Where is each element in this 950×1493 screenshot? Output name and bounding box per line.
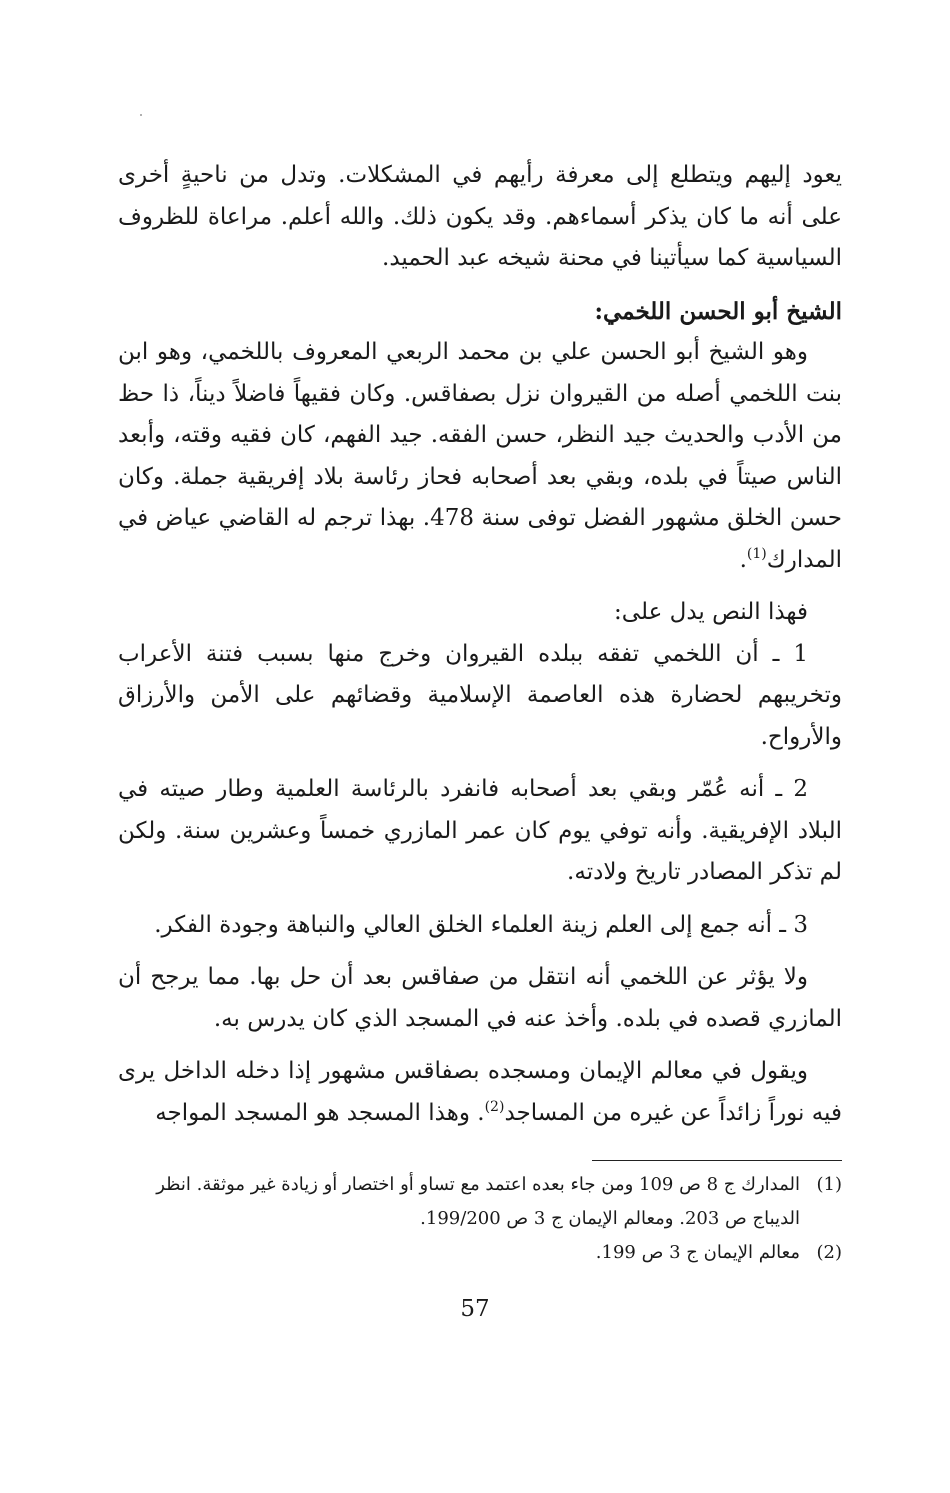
- scan-speck: [140, 114, 142, 116]
- section-heading: الشيخ أبو الحسن اللخمي:: [594, 297, 842, 325]
- footnote-text: معالم الإيمان ج 3 ص 199.: [595, 1242, 800, 1263]
- list-item-2: 2 ـ أنه عُمّر وبقي بعد أصحابه فانفرد بالرئاسة العلمية وطار صيته في البلاد الإفريقية. وأنه توفي يوم كان عمر المازري خمساً وعشرين سنة. ولكن لم تذكر المصادر تاريخ ولادته.: [118, 776, 842, 885]
- footnote-ref-2: (2): [484, 1098, 505, 1115]
- paragraph-mosque-end: . وهذا المسجد هو المسجد المواجه: [155, 1099, 485, 1126]
- page-number: 57: [460, 1296, 490, 1322]
- paragraph-biography-text: وهو الشيخ أبو الحسن علي بن محمد الربعي المعروف باللخمي، وهو ابن بنت اللخمي أصله من القيروان نزل بصفاقس. وكان فقيهاً فاضلاً ديناً، ذا حظ من الأدب والحديث جيد النظر، حسن الفقه. جيد الفهم، كان فقيه وقته، وأبعد الناس صيتاً في بلده، وبقي بعد أصحابه فحاز رئاسة بلاد إفريقية جملة. وكان حسن الخلق مشهور الفضل توفى سنة 478. بهذا ترجم له القاضي عياض في المدارك: [118, 339, 843, 573]
- paragraph-biography-end: .: [739, 546, 747, 573]
- footnote-number: (1): [816, 1174, 842, 1195]
- footnote-divider: [592, 1160, 842, 1161]
- footnote-1: [118, 1168, 842, 1236]
- paragraph-mosque: [118, 1051, 842, 1134]
- footnotes: [118, 1168, 842, 1270]
- list-item-3: 3 ـ أنه جمع إلى العلم زينة العلماء الخلق العالي والنباهة وجودة الفكر.: [154, 911, 808, 938]
- paragraph-biography: [118, 332, 842, 581]
- list-item-1: 1 ـ أن اللخمي تفقه ببلده القيروان وخرج منها بسبب فتنة الأعراب وتخريبهم لحضارة هذه العاصمة الإسلامية وقضائهم على الأمن والأرزاق والأرواح.: [118, 640, 842, 750]
- footnote-2: [118, 1236, 842, 1270]
- paragraph-intro-list: فهذا النص يدل على:: [614, 599, 808, 625]
- paragraph-continuation: يعود إليهم ويتطلع إلى معرفة رأيهم في المشكلات. وتدل من ناحيةٍ أخرى على أنه ما كان يذكر أسماءهم. وقد يكون ذلك. والله أعلم. مراعاة للظروف السياسية كما سيأتينا في محنة شيخه عبد الحميد.: [118, 162, 842, 271]
- paragraph-sfax: ولا يؤثر عن اللخمي أنه انتقل من صفاقس بعد أن حل بها. مما يرجح أن المازري قصده في بلده. وأخذ عنه في المسجد الذي كان يدرس به.: [118, 964, 842, 1032]
- paragraph-mosque-text: ويقول في معالم الإيمان ومسجده بصفاقس مشهور إذا دخله الداخل يرى فيه نوراً زائداً عن غيره من المساجد: [118, 1058, 842, 1126]
- footnote-ref-1: (1): [746, 545, 767, 562]
- footnote-text: المدارك ج 8 ص 109 ومن جاء بعده اعتمد مع تساو أو اختصار أو زيادة غير موثقة. انظر الديباج ص 203. ومعالم الإيمان ج 3 ص 199/200.: [156, 1174, 800, 1229]
- footnote-number: (2): [816, 1242, 842, 1263]
- main-text: [118, 155, 842, 1134]
